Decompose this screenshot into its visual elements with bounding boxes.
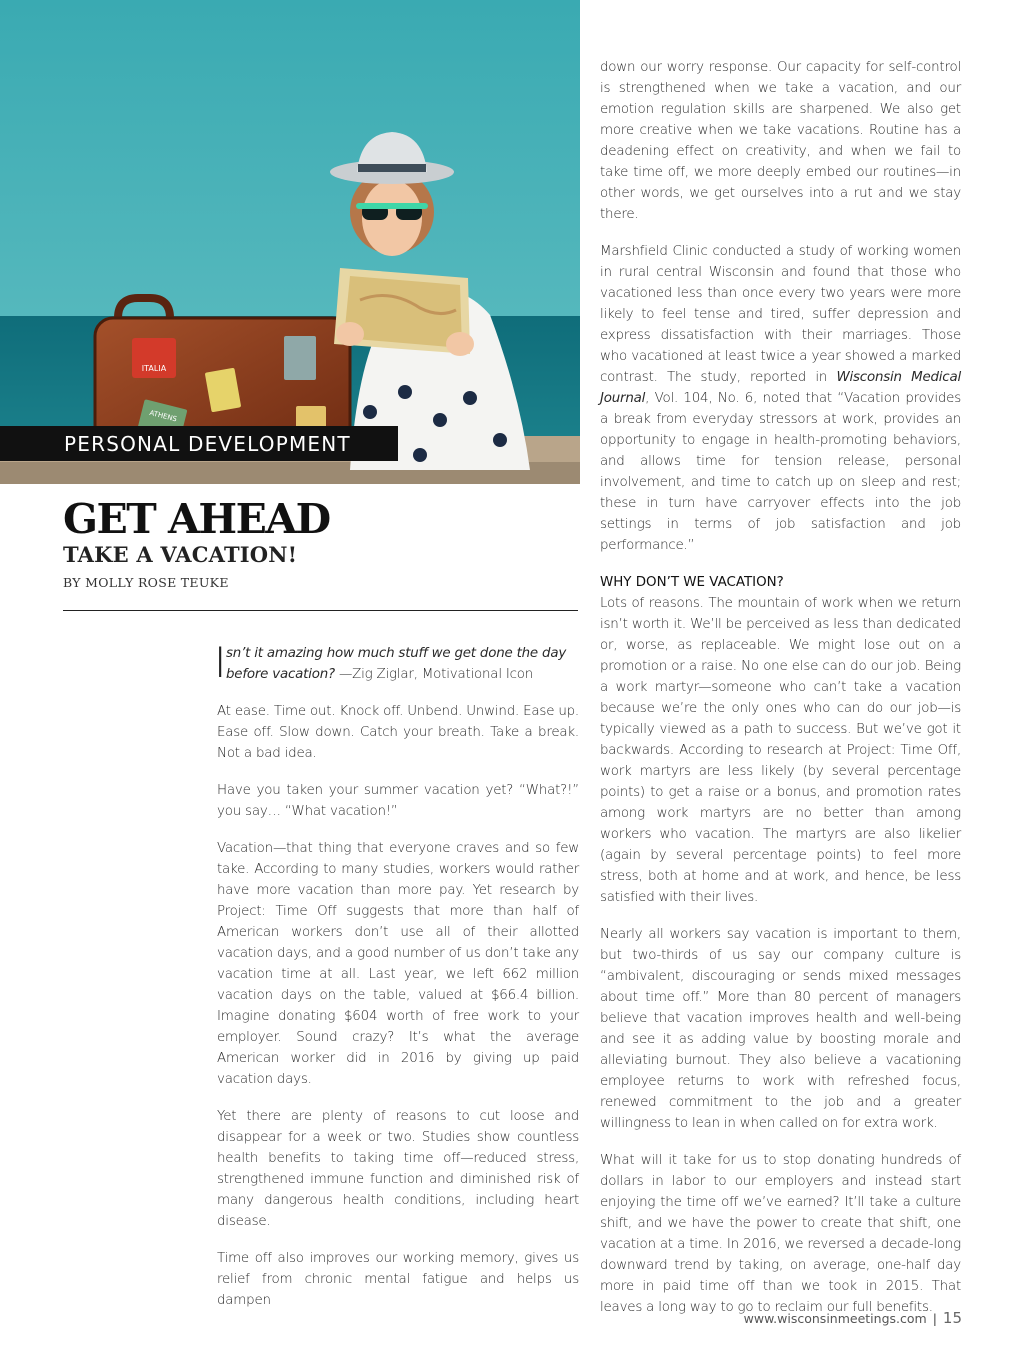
hero-photo: [0, 0, 580, 484]
svg-text:ATHENS: ATHENS: [148, 408, 178, 424]
paragraph: Time off also improves our working memory, gives us relief from chronic mental fatigue and helps us dampen: [217, 1251, 579, 1308]
paragraph: Vacation—that thing that everyone craves and so few take. According to many studies, workers would rather have more vacation than more pay. Yet research by Project: Time Off suggests that more than half of American workers don’t use all of their allotted vacation days, and a good number of us don’t take any vacation time at all. Last year, we left 662 million vacation days on the table, valued at $66.4 billion. Imagine donating $604 worth of free work to your employer. Sound crazy? It’s what the average American worker did in 2016 by giving up paid vacation days.: [217, 841, 579, 1087]
paragraph: down our worry response. Our capacity for self-control is strengthened when we take a vacation, and our emotion regulation skills are sharpened. We also get more creative when we take vacations. Routine has a deadening effect on creativity, and when we fail to take time off, we more deeply embed our routines—in other words, we get ourselves into a rut and we stay there.: [600, 60, 961, 222]
paragraph: Yet there are plenty of reasons to cut loose and disappear for a week or two. Studies show countless health benefits to taking time off—reduced stress, strengthened immune function and diminished risk of many dangerous health conditions, including heart disease.: [217, 1109, 579, 1229]
section-label: PERSONAL DEVELOPMENT: [64, 432, 351, 456]
paragraph: [600, 241, 961, 556]
footer-separator: |: [932, 1311, 937, 1326]
page-footer: [744, 1308, 962, 1329]
section-heading: WHY DON’T WE VACATION?: [600, 575, 784, 590]
sticker-blue: [284, 336, 316, 380]
paragraph: Have you taken your summer vacation yet? “What?!” you say… “What vacation!”: [217, 783, 579, 819]
paragraph-text: Marshfield Clinic conducted a study of working women in rural central Wisconsin and found that those who vacationed less than once every two years were more likely to feel tense and tired, suffer depression and express dissatisfaction with their marriages. Those who vacationed at least twice a year showed a marked contrast. The study, reported in: [600, 244, 961, 385]
paragraph: Nearly all workers say vacation is important to them, but two-thirds of us say our company culture is “ambivalent, discouraging or sends mixed messages about time off.” More than 80 percent of managers believe that vacation improves health and well-being and see it as adding value by boosting morale and alleviating burnout. They also believe a vacationing employee returns to work with refreshed focus, renewed commitment to the job and a greater willingness to lean in when called on for extra work.: [600, 927, 961, 1131]
paragraph: Lots of reasons. The mountain of work when we return isn’t worth it. We’ll be perceived as less than dedicated or, worse, as replaceable. We might lose out on a promotion or a raise. No one else can do our job. Being a work martyr—someone who can’t take a vacation because we’re the only ones who can do our job—is typically viewed as a path to success. But we’ve got it backwards. According to research at Project: Time Off, work martyrs are less likely (by several percentage points) to get a raise or a bonus, and promotion rates among work martyrs are no better than among workers who vacation. The martyrs are also likelier (again by several percentage points) to feel more stress, both at home and at work, and hence, be less satisfied with their lives.: [600, 596, 961, 905]
journal-title: Wisconsin Medical Journal: [600, 370, 961, 406]
left-column: [214, 638, 579, 1327]
paragraph: At ease. Time out. Knock off. Unbend. Unwind. Ease up. Ease off. Slow down. Catch your breath. Take a break. Not a bad idea.: [217, 704, 579, 761]
paragraph: What will it take for us to stop donating hundreds of dollars in labor to our employers and instead start enjoying the time off we’ve earned? It’ll take a culture shift, and we have the power to create that shift, one vacation at a time. In 2016, we reversed a decade-long downward trend by taking, on average, one-half day more in paid time off than we took in 2015. That leaves a long way to go to reclaim our full benefits.: [600, 1153, 961, 1315]
footer-url: www.wisconsinmeetings.com: [743, 1311, 927, 1326]
byline: BY MOLLY ROSE TEUKE: [63, 575, 229, 590]
headline-rule: [63, 610, 578, 611]
paragraph-text: , Vol. 104, No. 6, noted that “Vacation provides a break from everyday stressors at work, provides an opportunity to engage in health-promoting behaviors, and allows time for tension release, personal involvement, and time to catch up on sleep and rest; these in turn have carryover effects into the job settings in terms of job satisfaction and job performance.”: [600, 391, 961, 553]
quote-attribution: —Zig Ziglar, Motivational Icon: [334, 667, 534, 682]
sky: [0, 0, 580, 318]
subhead: TAKE A VACATION!: [63, 542, 298, 567]
page-number: 15: [942, 1309, 962, 1327]
headline: GET AHEAD: [63, 495, 330, 543]
right-column: [600, 57, 961, 1334]
svg-text:ITALIA: ITALIA: [141, 364, 167, 373]
pull-quote: [214, 638, 579, 687]
drop-cap: I: [214, 638, 227, 687]
hero-illustration: [0, 0, 580, 484]
quote-text: sn’t it amazing how much stuff we get done the day before vacation?: [226, 646, 567, 682]
